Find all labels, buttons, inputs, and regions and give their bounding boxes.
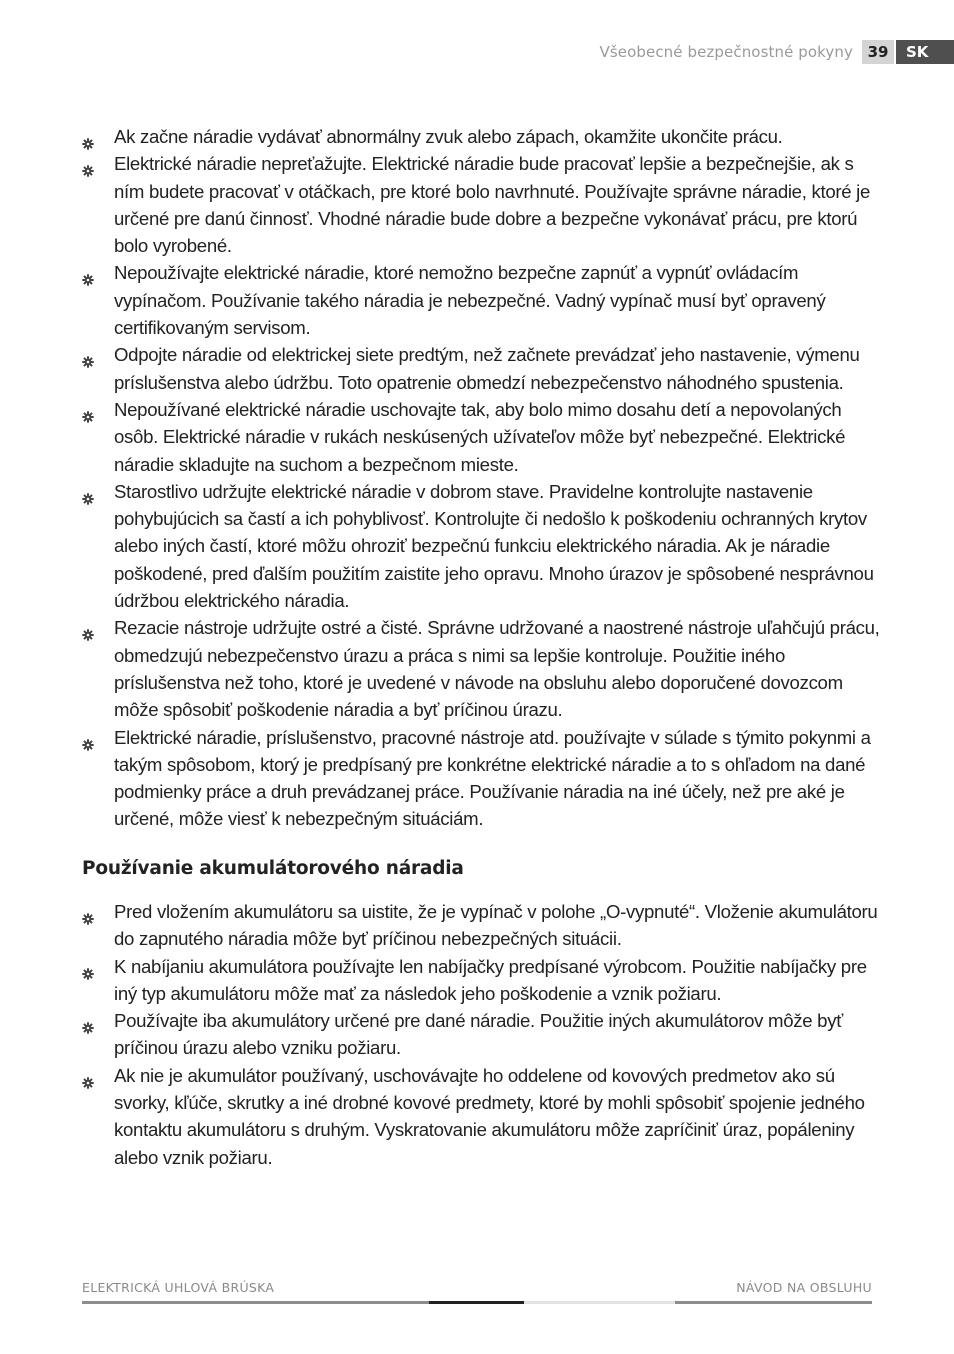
list-item-text: Odpojte náradie od elektrickej siete predtým, než začnete prevádzať jeho nastavenie, výmenu príslušenstva alebo údržbu. Toto opatrenie obmedzí nebezpečenstvo náhodného spustenia. <box>114 344 860 393</box>
list-item <box>82 259 882 341</box>
footer-rule-segment-1 <box>82 1301 429 1304</box>
gear-bullet-icon <box>82 731 94 743</box>
list-item-text: Starostlivo udržujte elektrické náradie v dobrom stave. Pravidelne kontrolujte nastavenie pohybujúcich sa častí a ich pohyblivosť. Kontrolujte či nedošlo k poškodeniu ochranných krytov alebo iných častí, ktoré môžu ohroziť bezpečnú funkciu elektrického náradia. Ak je náradie poškodené, pred ďalším použitím zaistite jeho opravu. Mnoho úrazov je spôsobené nesprávnou údržbou elektrického náradia. <box>114 480 874 612</box>
gear-bullet-icon <box>82 266 94 278</box>
footer-rule-segment-2 <box>429 1301 524 1304</box>
list-item-text: Pred vložením akumulátoru sa uistite, že je vypínač v polohe „O-vypnuté“. Vloženie akumulátoru do zapnutého náradia môže byť príčinou nebezpečných situácii. <box>114 901 878 950</box>
footer-manual-label: NÁVOD NA OBSLUHU <box>736 1280 872 1295</box>
page-header <box>600 40 954 64</box>
list-item-text: Ak nie je akumulátor používaný, uschovávajte ho oddelene od kovových predmetov ako sú svorky, kľúče, skrutky a iné drobné kovové predmety, ktoré by mohli spôsobiť spojenie jedného kontaktu akumulátoru s druhým. Vyskratovanie akumulátoru môže zapríčiniť úraz, popáleniny alebo vznik požiaru. <box>114 1064 865 1168</box>
gear-bullet-icon <box>82 905 94 917</box>
footer-rule-segment-4 <box>675 1301 872 1304</box>
page-number: 39 <box>862 40 894 64</box>
gear-bullet-icon <box>82 130 94 142</box>
footer-product-name: ELEKTRICKÁ UHLOVÁ BRÚSKA <box>82 1280 275 1295</box>
list-item <box>82 341 882 396</box>
list-item <box>82 123 882 150</box>
safety-list <box>82 123 882 833</box>
list-item-text: Nepoužívané elektrické náradie uschovajte tak, aby bolo mimo dosahu detí a nepovolaných osôb. Elektrické náradie v rukách neskúsených užívateľov môže byť nebezpečné. Elektrické náradie skladujte na suchom a bezpečnom mieste. <box>114 398 846 475</box>
list-item <box>82 1007 882 1062</box>
list-item <box>82 478 882 614</box>
list-item <box>82 953 882 1008</box>
list-item-text: Používajte iba akumulátory určené pre dané náradie. Použitie iných akumulátorov môže byť príčinou úrazu alebo vzniku požiaru. <box>114 1010 843 1059</box>
list-item-text: K nabíjaniu akumulátora používajte len nabíjačky predpísané výrobcom. Použitie nabíjačky pre iný typ akumulátoru môže mať za následok jeho poškodenie a vznik požiaru. <box>114 955 867 1004</box>
list-item <box>82 396 882 478</box>
list-item <box>82 150 882 259</box>
list-item-text: Elektrické náradie, príslušenstvo, pracovné nástroje atd. používajte v súlade s týmito pokynmi a takým spôsobom, ktorý je predpísaný pre konkrétne elektrické náradie a to s ohľadom na dané podmienky práce a druh prevádzanej práce. Používanie náradia na iné účely, než pre aké je určené, môže viesť k nebezpečným situáciám. <box>114 726 871 830</box>
gear-bullet-icon <box>82 157 94 169</box>
language-tab: SK <box>896 40 954 64</box>
gear-bullet-icon <box>82 403 94 415</box>
list-item-text: Elektrické náradie nepreťažujte. Elektrické náradie bude pracovať lepšie a bezpečnejšie, ak s ním budete pracovať v otáčkach, pre ktoré bolo navrhnuté. Používajte správne náradie, ktoré je určené pre danú činnosť. Vhodné náradie bude dobre a bezpečne vykonávať prácu, pre ktorú bolo vyrobené. <box>114 153 871 257</box>
list-item <box>82 1062 882 1171</box>
list-item <box>82 724 882 833</box>
section-heading: Používanie akumulátorového náradia <box>82 858 464 879</box>
list-item-text: Rezacie nástroje udržujte ostré a čisté. Správne udržované a naostrené nástroje uľahčujú prácu, obmedzujú nebezpečenstvo úrazu a práca s nimi sa lepšie kontroluje. Použitie iného príslušenstva než toho, ktoré je uvedené v návode na obsluhu alebo doporučené dovozcom môže spôsobiť poškodenie náradia a byť príčinou úrazu. <box>114 617 880 721</box>
gear-bullet-icon <box>82 348 94 360</box>
list-item-text: Nepoužívajte elektrické náradie, ktoré nemožno bezpečne zapnúť a vypnúť ovládacím vypínačom. Používanie takého náradia je nebezpečné. Vadný vypínač musí byť opravený certifikovaným servisom. <box>114 262 826 339</box>
footer-rule-segment-3 <box>524 1301 675 1304</box>
gear-bullet-icon <box>82 960 94 972</box>
list-item <box>82 898 882 953</box>
list-item <box>82 614 882 723</box>
battery-safety-list <box>82 898 882 1171</box>
gear-bullet-icon <box>82 1069 94 1081</box>
header-title: Všeobecné bezpečnostné pokyny <box>599 43 853 61</box>
gear-bullet-icon <box>82 621 94 633</box>
gear-bullet-icon <box>82 1014 94 1026</box>
list-item-text: Ak začne náradie vydávať abnormálny zvuk alebo zápach, okamžite ukončite prácu. <box>114 126 783 147</box>
gear-bullet-icon <box>82 485 94 497</box>
